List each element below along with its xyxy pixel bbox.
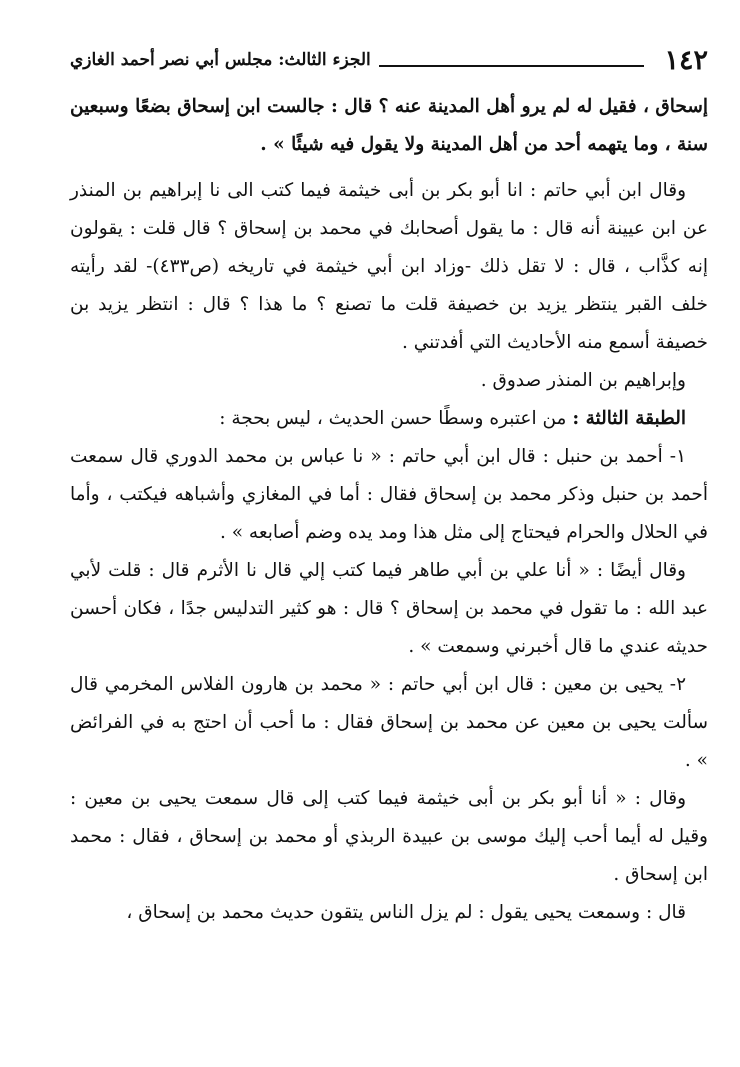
paragraph-6: [70, 552, 708, 666]
page-body: [70, 88, 708, 932]
book-page: [70, 40, 708, 932]
paragraph-3-text: وإبراهيم بن المنذر صدوق .: [480, 370, 686, 391]
paragraph-9-text: قال : وسمعت يحيى يقول : لم يزل الناس يتقون حديث محمد بن إسحاق ،: [126, 902, 686, 923]
paragraph-8: [70, 780, 708, 894]
paragraph-1: [70, 88, 708, 164]
paragraph-2: [70, 172, 708, 362]
paragraph-6-text: وقال أيضًا : « أنا علي بن أبي طاهر فيما كتب إلي قال نا الأثرم قال : قلت لأبي عبد الله : ما تقول في محمد بن إسحاق ؟ قال : هو كثير التدليس جدًا ، فكان أحسن حديثه عندي ما قال أخبرني وسمعت » .: [70, 560, 708, 657]
paragraph-gap: [70, 164, 708, 172]
paragraph-5: [70, 438, 708, 552]
paragraph-7: [70, 666, 708, 780]
section-heading: الطبقة الثالثة :: [572, 408, 686, 429]
paragraph-4: [70, 400, 708, 438]
paragraph-8-text: وقال : « أنا أبو بكر بن أبى خيثمة فيما كتب إلى قال سمعت يحيى بن معين : وقيل له أيما أحب إليك موسى بن عبيدة الربذي أو محمد بن إسحاق ، فقال : محمد ابن إسحاق .: [70, 788, 708, 885]
paragraph-1-text: إسحاق ، فقيل له لم يرو أهل المدينة عنه ؟ قال : جالست ابن إسحاق بضعًا وسبعين سنة ، وما يتهمه أحد من أهل المدينة ولا يقول فيه شيئًا » .: [70, 96, 708, 155]
header-rule: [379, 65, 645, 67]
paragraph-9: [70, 894, 708, 932]
paragraph-7-text: ٢- يحيى بن معين : قال ابن أبي حاتم : « محمد بن هارون الفلاس المخرمي قال سألت يحيى بن معين عن محمد بن إسحاق فقال : ما أحب أن احتج به في الفرائض » .: [70, 674, 708, 771]
page-number: ١٤٢: [664, 44, 708, 76]
paragraph-3: [70, 362, 708, 400]
running-title: الجزء الثالث: مجلس أبي نصر أحمد الغازي: [70, 50, 371, 70]
section-heading-description: من اعتبره وسطًا حسن الحديث ، ليس بحجة :: [219, 408, 573, 429]
paragraph-5-text: ١- أحمد بن حنبل : قال ابن أبي حاتم : « نا عباس بن محمد الدوري قال سمعت أحمد بن حنبل وذكر محمد بن إسحاق فقال : أما في المغازي وأشباهه فيكتب ، وأما في الحلال والحرام فيحتاج إلى مثل هذا ومد يده وضم أصابعه » .: [70, 446, 708, 543]
paragraph-2-text: وقال ابن أبي حاتم : انا أبو بكر بن أبى خيثمة فيما كتب الى نا إبراهيم بن المنذر عن ابن عيينة أنه قال : ما يقول أصحابك في محمد بن إسحاق ؟ قال قلت : يقولون إنه كذَّاب ، قال : لا تقل ذلك -وزاد ابن أبي خيثمة في تاريخه (ص٤٣٣)- لقد رأيته خلف القبر ينتظر يزيد بن خصيفة قلت ما تصنع ؟ ما هذا ؟ قال : انتظر يزيد بن خصيفة أسمع منه الأحاديث التي أفدتني .: [70, 180, 708, 353]
page-header: [70, 40, 708, 80]
